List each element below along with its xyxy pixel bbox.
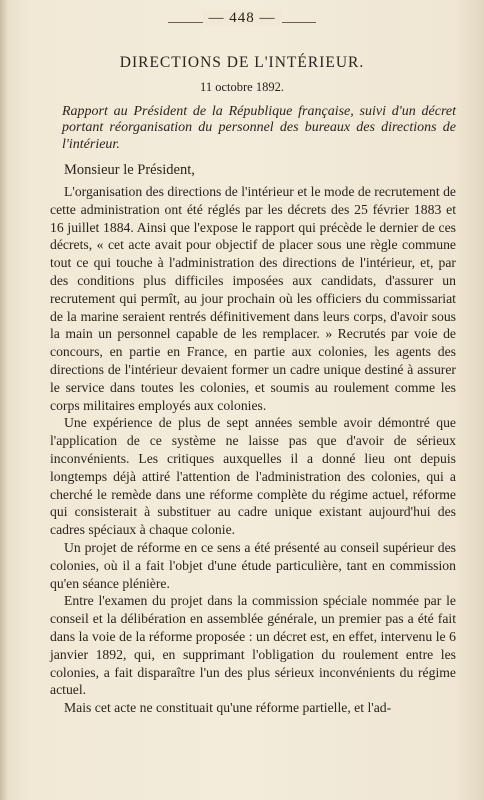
document-date: 11 octobre 1892. [200,80,284,94]
salutation: Monsieur le Président, [64,162,195,178]
body-text [50,183,456,717]
page-number [0,10,484,27]
paragraph: Entre l'examen du projet dans la commission spéciale nommée par le conseil et la délibération en assemblée générale, un premier pas a été fait dans la voie de la réforme proposée : un décret est, en effet, intervenu le 6 janvier 1892, qui, en supprimant l'obligation du roulement entre les colonies, a fait disparaître l'un des plus sérieux inconvénients du régime actuel. [50,593,456,698]
paragraph: Mais cet acte ne constituait qu'une réforme partielle, et l'ad- [64,700,392,716]
report-subtitle: Rapport au Président de la République française, suivi d'un décret portant réorganisation du personnel des bureaux des directions de l'intérieur. [62,104,456,152]
paragraph: Une expérience de plus de sept années semble avoir démontré que l'application de ce système ne laisse pas que d'avoir de sérieux inconvénients. Les critiques auxquelles il a donné lieu ont depuis longtemps déjà attiré l'attention de l'administration des colonies, qui a cherché le remède dans une réforme complète du régime actuel, réforme qui consisterait à substituer au cadre unique existant aujourd'hui des cadres spéciaux à chaque colonie. [50,415,456,538]
paragraph: Un projet de réforme en ce sens a été présenté au conseil supérieur des colonies, où il a fait l'objet d'une étude particulière, tant en commission qu'en séance plénière. [50,539,456,591]
paragraph: L'organisation des directions de l'intérieur et le mode de recrutement de cette administration ont été réglés par les décrets des 25 février 1883 et 16 juillet 1884. Ainsi que l'expose le rapport qui précède le dernier de ces décrets, « cet acte avait pour objectif de placer sous une règle commune tout ce qui touche à l'administration des directions de l'intérieur, et, par des conditions plus difficiles imposées aux candidats, d'assurer un recrutement qui permît, au jour prochain où les officiers du commissariat de la marine seraient rentrés définitivement dans leurs corps, d'avoir sous la main un personnel capable de les remplacer. » Recrutés par voie de concours, en partie en France, en partie aux colonies, les agents des directions de l'intérieur devaient former un cadre unique destiné à assurer le service dans toutes les colonies, et soumis au roulement comme les corps militaires employés aux colonies. [50,184,456,413]
page-number-text: — 448 — [203,10,282,26]
page-title: DIRECTIONS DE L'INTÉRIEUR. [119,54,365,71]
page-edge-shadow [0,0,8,800]
